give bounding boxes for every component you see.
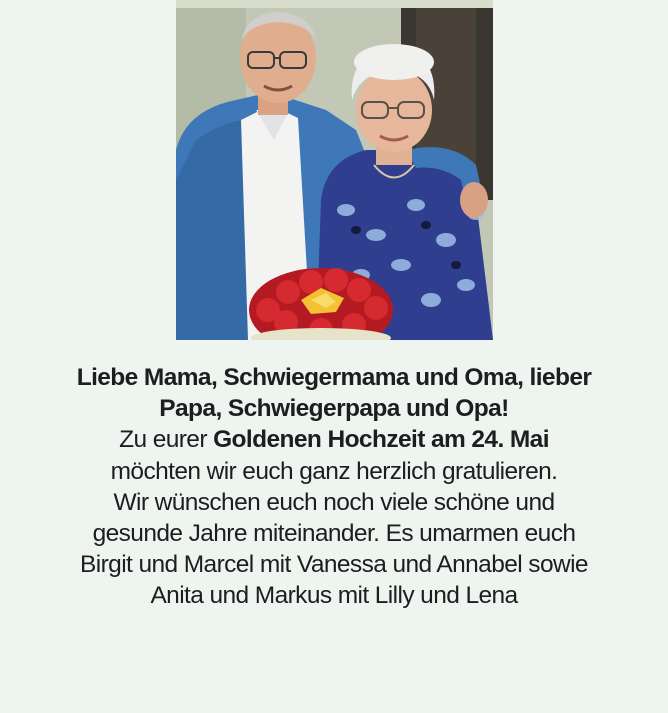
couple-photo (176, 0, 493, 340)
greeting-line-8: Anita und Markus mit Lilly und Lena (150, 582, 518, 610)
greeting-line-6: gesunde Jahre miteinander. Es umarmen euch (92, 520, 576, 548)
greeting-line-2: Papa, Schwiegerpapa und Opa! (159, 395, 509, 423)
anniversary-highlight: Goldenen Hochzeit am 24. Mai (213, 426, 549, 454)
greeting-text (0, 362, 668, 612)
greeting-line-1: Liebe Mama, Schwiegermama und Oma, lieber (76, 364, 592, 391)
greeting-line-3-prefix: Zu eurer (119, 426, 214, 454)
greeting-line-7: Birgit und Marcel mit Vanessa und Annabel sowie (80, 551, 588, 579)
greeting-line-3 (0, 424, 668, 455)
greeting-line-4: möchten wir euch ganz herzlich gratulieren. (110, 457, 558, 485)
greeting-line-5: Wir wünschen euch noch viele schöne und (113, 488, 555, 516)
